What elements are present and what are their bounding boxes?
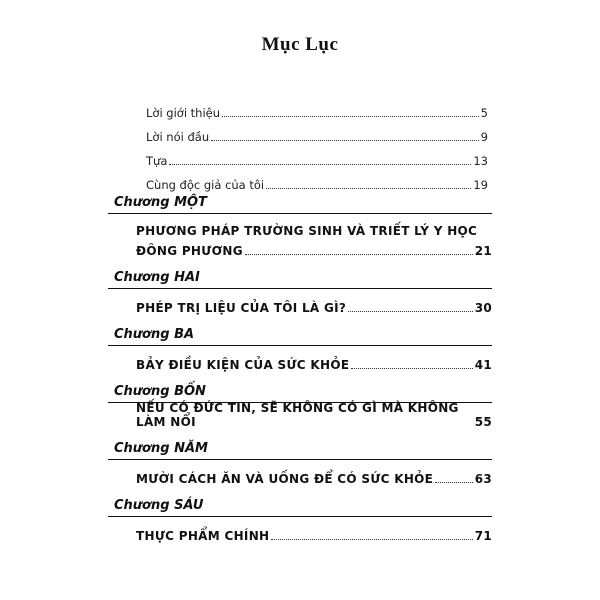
- dot-leader: [348, 310, 473, 312]
- dot-leader: [245, 253, 473, 255]
- chapter-heading: Chương HAI: [108, 268, 492, 289]
- chapter-block: [108, 496, 492, 543]
- toc-item-label: Lời nói đầu: [146, 130, 210, 144]
- chapter-heading: Chương BA: [108, 325, 492, 346]
- chapter-page: 63: [474, 472, 492, 486]
- dot-leader: [169, 163, 471, 165]
- dot-leader: [222, 115, 479, 117]
- dot-leader: [435, 481, 473, 483]
- chapter-block: [108, 439, 492, 486]
- chapter-page: 71: [474, 529, 492, 543]
- chapter-block: [108, 268, 492, 315]
- chapter-title: BẢY ĐIỀU KIỆN CỦA SỨC KHỎE: [136, 358, 350, 372]
- chapter-heading: Chương NĂM: [108, 439, 492, 460]
- chapter-title: MƯỜI CÁCH ĂN VÀ UỐNG ĐỂ CÓ SỨC KHỎE: [136, 472, 434, 486]
- chapter-entry[interactable]: [108, 468, 492, 486]
- chapter-title: NẾU CÓ ĐỨC TIN, SẼ KHÔNG CÓ GÌ MÀ KHÔNG LÀM NỔI: [136, 401, 459, 429]
- chapter-heading: Chương SÁU: [108, 496, 492, 517]
- dot-leader: [351, 367, 472, 369]
- chapter-entry[interactable]: [108, 222, 492, 258]
- chapter-heading: Chương BỐN: [108, 382, 492, 403]
- chapter-title-line1: PHƯƠNG PHÁP TRƯỜNG SINH VÀ TRIẾT LÝ Y HỌC: [136, 224, 478, 238]
- toc-item-page: 19: [473, 178, 488, 192]
- toc-item-label: Lời giới thiệu: [146, 106, 221, 120]
- dot-leader: [271, 538, 472, 540]
- chapter-entry[interactable]: [108, 525, 492, 543]
- chapter-title: PHÉP TRỊ LIỆU CỦA TÔI LÀ GÌ?: [136, 301, 347, 315]
- toc-item-page: 13: [473, 154, 488, 168]
- toc-item-page: 9: [480, 130, 488, 144]
- toc-item[interactable]: [146, 168, 488, 192]
- toc-item[interactable]: [146, 96, 488, 120]
- chapter-entry[interactable]: [108, 354, 492, 372]
- chapter-entry[interactable]: [108, 401, 492, 429]
- page-title: Mục Lục: [261, 34, 339, 55]
- chapter-page: 30: [474, 301, 492, 315]
- dot-leader: [266, 187, 471, 189]
- toc-item-label: Cùng độc giả của tôi: [146, 178, 265, 192]
- chapter-entry[interactable]: [108, 297, 492, 315]
- chapter-block: [108, 193, 492, 258]
- dot-leader: [211, 139, 479, 141]
- chapter-title-line2: ĐÔNG PHƯƠNG: [136, 244, 243, 258]
- chapter-title: THỰC PHẨM CHÍNH: [136, 529, 270, 543]
- chapter-page: 41: [474, 358, 492, 372]
- toc-item[interactable]: [146, 120, 488, 144]
- intro-list: [146, 96, 488, 192]
- chapter-heading: Chương MỘT: [108, 193, 492, 214]
- chapter-list: [108, 193, 492, 553]
- toc-item-page: 5: [480, 106, 488, 120]
- toc-item[interactable]: [146, 144, 488, 168]
- chapter-page: 55: [474, 415, 492, 429]
- chapter-block: [108, 382, 492, 429]
- chapter-block: [108, 325, 492, 372]
- chapter-page: 21: [474, 244, 492, 258]
- toc-item-label: Tựa: [146, 154, 168, 168]
